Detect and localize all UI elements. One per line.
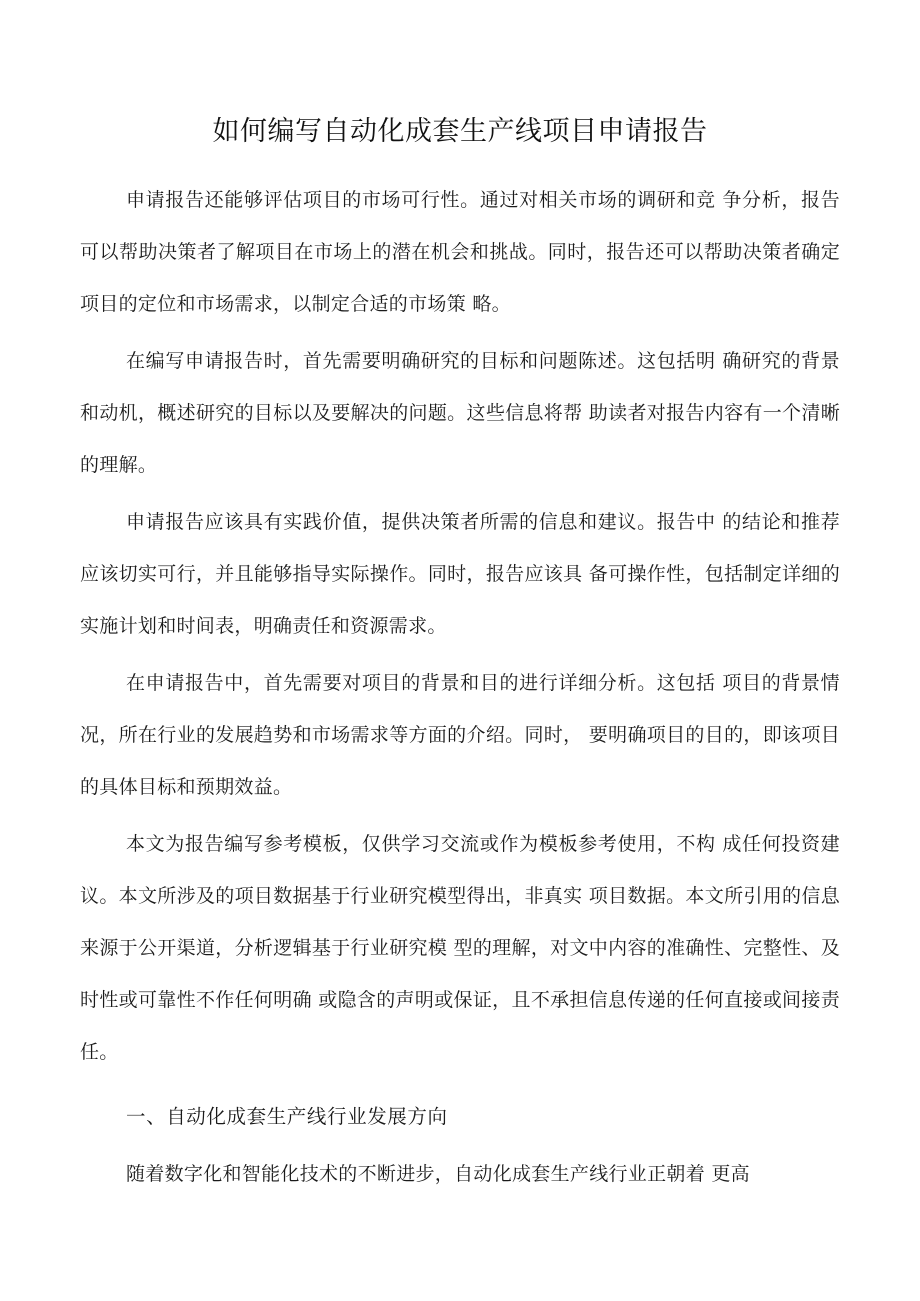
paragraph-disclaimer: 本文为报告编写参考模板，仅供学习交流或作为模板参考使用，不构 成任何投资建议。本文所涉及的项目数据基于行业研究模型得出，非真实 项目数据。本文所引用的信息来源于公开渠道，分析逻辑基于行业研究模 型的理解，对文中内容的准确性、完整性、及时性或可靠性不作任何明确 或隐含的声明或保证，且不承担信息传递的任何直接或间接责任。 xyxy=(80,833,840,1063)
document-title: 如何编写自动化成套生产线项目申请报告 xyxy=(212,116,708,147)
paragraph-practical-value: 申请报告应该具有实践价值，提供决策者所需的信息和建议。报告中 的结论和推荐应该切实可行，并且能够指导实际操作。同时，报告应该具 备可操作性，包括制定详细的实施计划和时间表，明确责任和资源需求。 xyxy=(80,511,840,637)
paragraph-market-feasibility: 申请报告还能够评估项目的市场可行性。通过对相关市场的调研和竞 争分析，报告可以帮助决策者了解项目在市场上的潜在机会和挑战。同时，报告还可以帮助决策者确定项目的定位和市场需求，以制定合适的市场策 略。 xyxy=(80,189,840,315)
section-paragraph: 随着数字化和智能化技术的不断进步，自动化成套生产线行业正朝着 更高 xyxy=(126,1163,750,1185)
paragraph-background-analysis: 在申请报告中，首先需要对项目的背景和目的进行详细分析。这包括 项目的背景情况，所在行业的发展趋势和市场需求等方面的介绍。同时， 要明确项目的目的，即该项目的具体目标和预期效益。 xyxy=(80,672,840,798)
section-heading: 一、自动化成套生产线行业发展方向 xyxy=(126,1105,448,1128)
paragraph-research-goals: 在编写申请报告时，首先需要明确研究的目标和问题陈述。这包括明 确研究的背景和动机，概述研究的目标以及要解决的问题。这些信息将帮 助读者对报告内容有一个清晰的理解。 xyxy=(80,350,840,476)
